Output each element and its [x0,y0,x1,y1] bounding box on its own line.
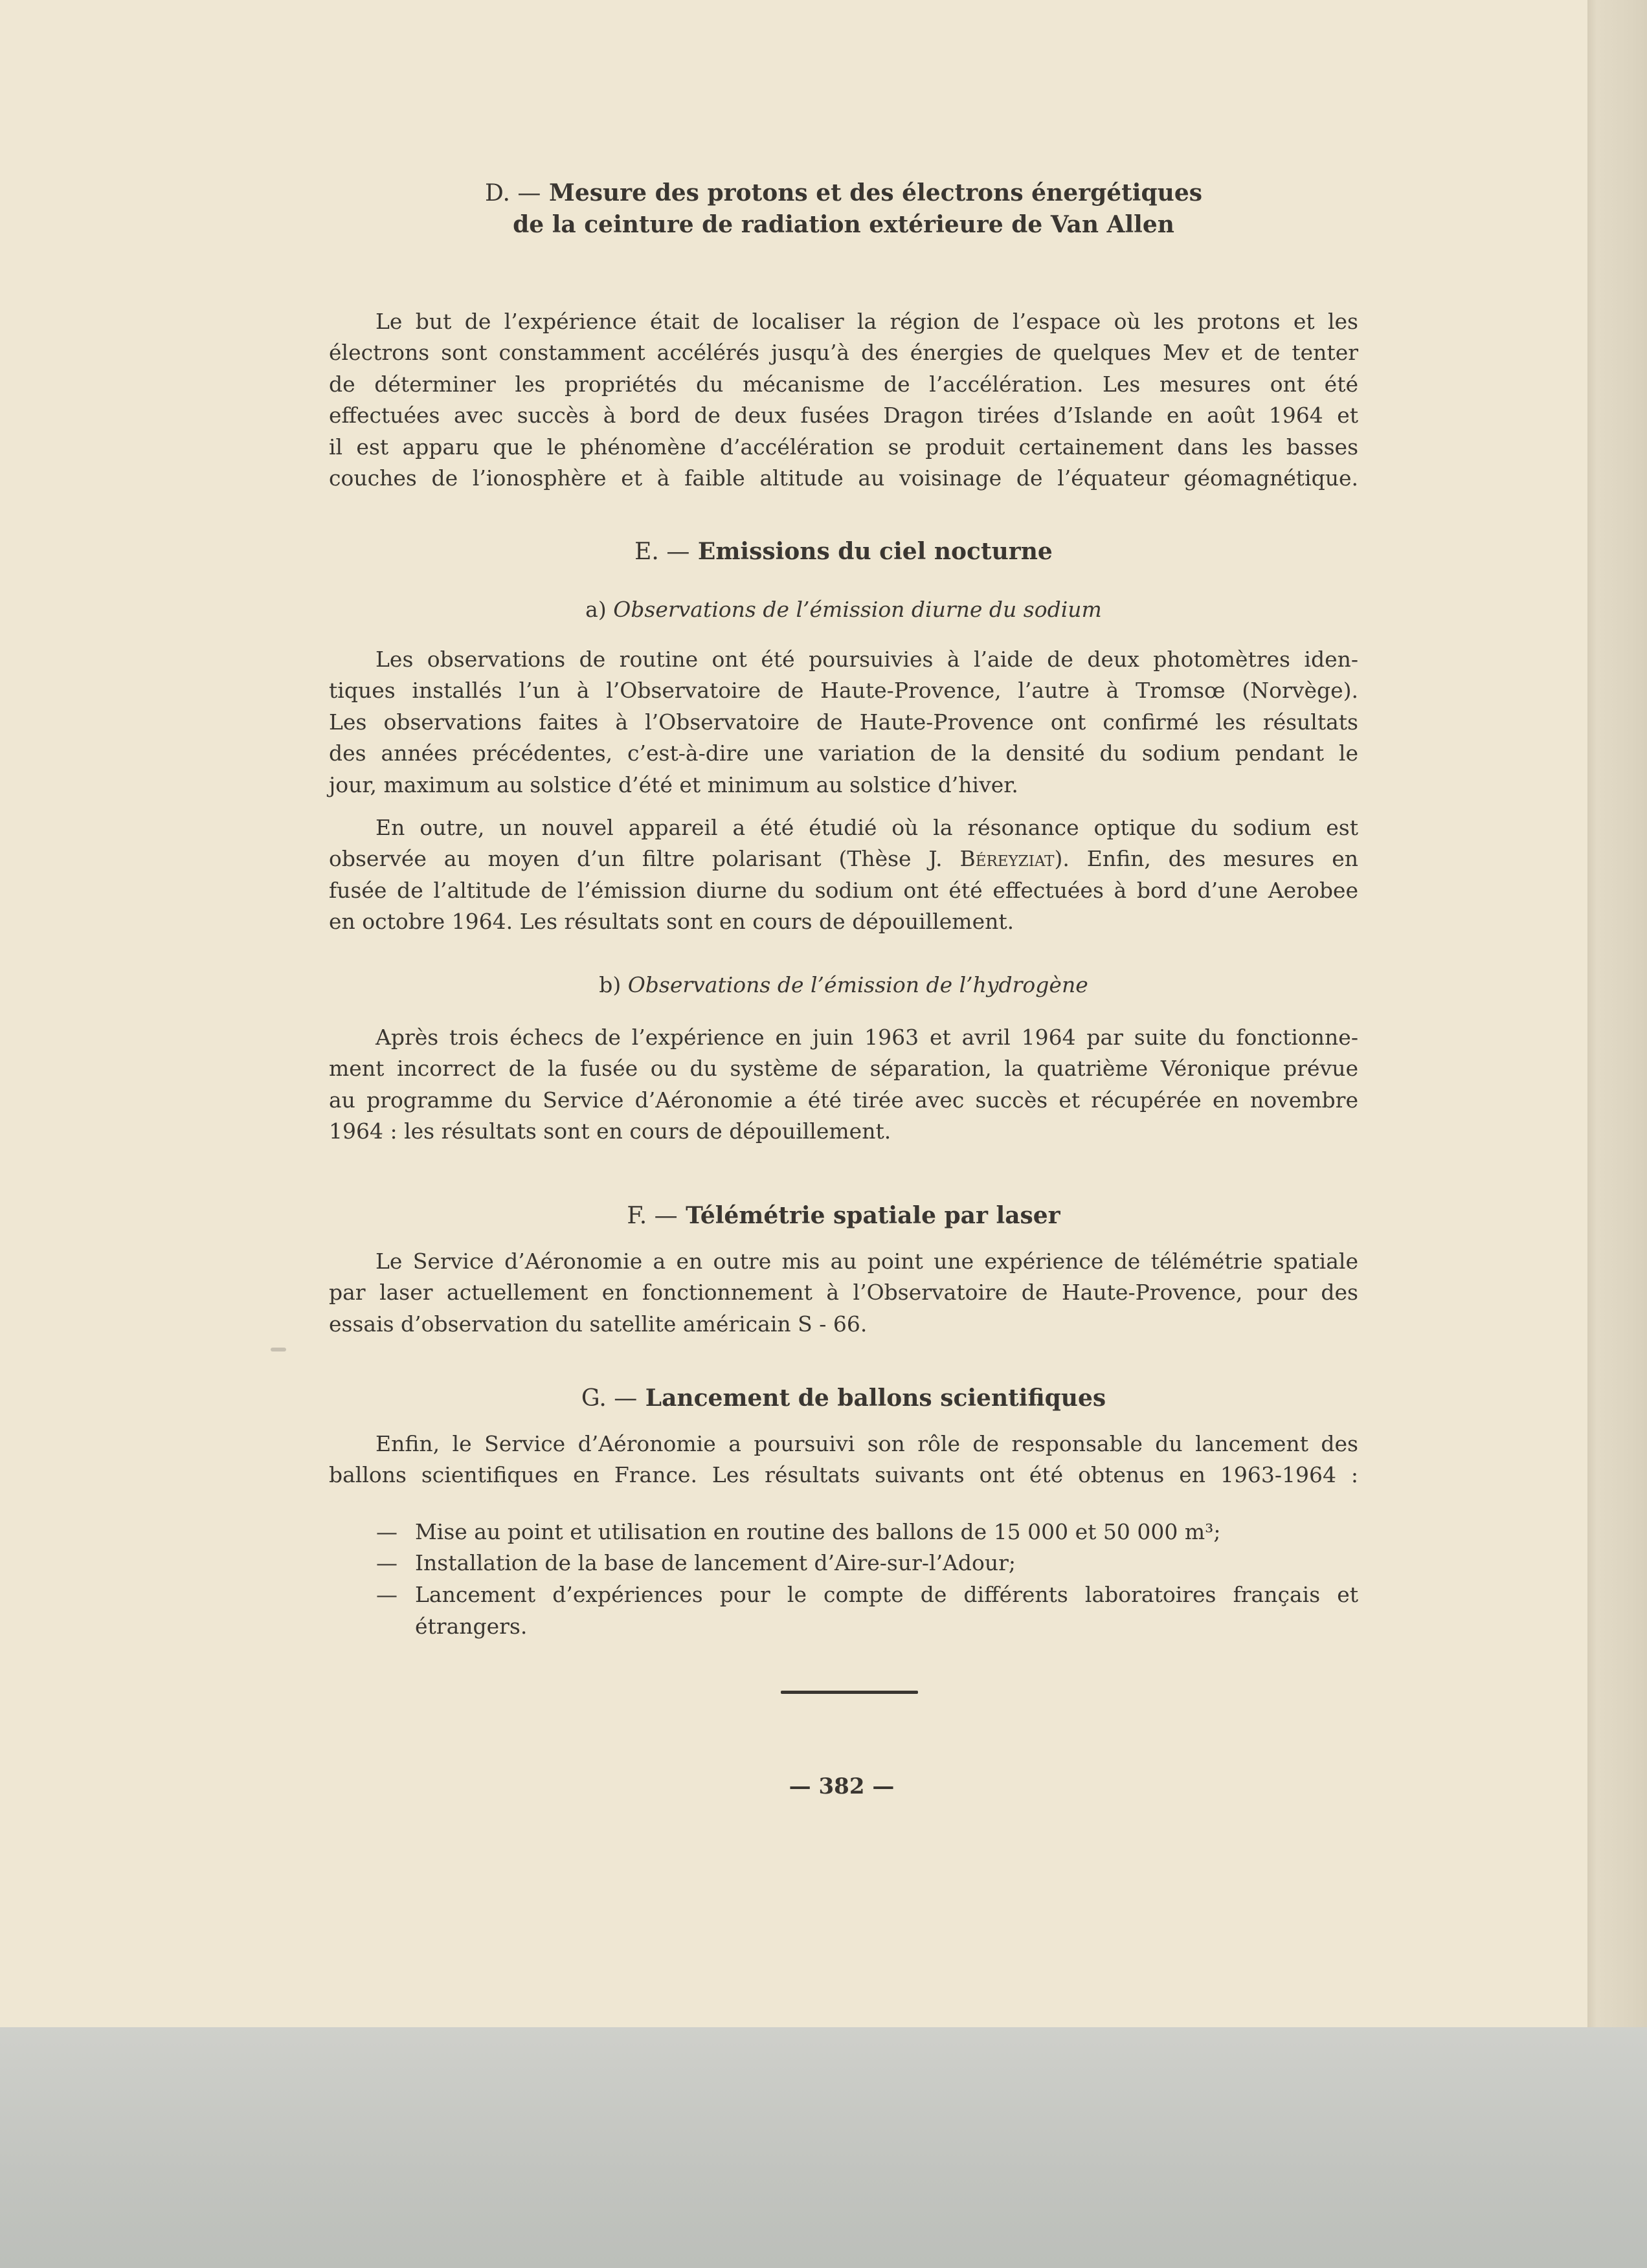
ink-smudge [271,1348,286,1351]
section-d-paragraph-line: électrons sont constamment accélérés jusqu’à des énergies de quelques Mev et de tenter [329,340,1358,365]
section-d-paragraph-line: couches de l’ionosphère et à faible altitude au voisinage de l’équateur géomagnétique. [329,465,1358,491]
list-item [377,1582,1358,1608]
section-f-title: Télémétrie spatiale par laser [686,1202,1060,1229]
subsection-b-heading [329,972,1358,998]
list-item-continuation: étrangers. [415,1614,528,1639]
section-f-paragraph-line: essais d’observation du satellite américain S - 66. [329,1311,868,1337]
section-d-paragraph-line: Le but de l’expérience était de localiser la région de l’espace où les protons et les [375,309,1358,334]
section-d-paragraph-line: effectuées avec succès à bord de deux fusées Dragon tirées d’Islande en août 1964 et [329,403,1358,428]
page-number: — 382 — [789,1773,895,1799]
section-d-label: D. — [484,180,541,206]
subsection-a-paragraph1-line: des années précédentes, c’est-à-dire une variation de la densité du sodium pendant le [329,740,1358,766]
subsection-a-paragraph1-line: Les observations faites à l’Observatoire de Haute-Provence ont confirmé les résultats [329,709,1358,735]
section-g-heading [329,1385,1358,1411]
list-dash: — [376,1519,398,1544]
author-name: Béreyziat [959,846,1055,871]
section-f-paragraph-line: Le Service d’Aéronomie a en outre mis au point une expérience de télémétrie spatiale [375,1249,1358,1274]
section-d-paragraph-line: de déterminer les propriétés du mécanisme de l’accélération. Les mesures ont été [329,372,1358,397]
list-item [377,1519,1358,1545]
section-g-paragraph-line: Enfin, le Service d’Aéronomie a poursuivi son rôle de responsable du lancement des [375,1431,1358,1456]
section-g-title: Lancement de ballons scientifiques [645,1384,1106,1412]
subsection-a-paragraph2-line: En outre, un nouvel appareil a été étudié où la résonance optique du sodium est [375,815,1358,840]
section-d-paragraph-line: il est apparu que le phénomène d’accélération se produit certainement dans les basses [329,434,1358,460]
paragraph2-line2-end: ). Enfin, des mesures en [1054,846,1358,871]
section-f-heading [329,1203,1358,1228]
scanner-background [0,2027,1647,2268]
section-d-heading-line1 [329,180,1358,206]
list-dash: — [376,1550,398,1575]
binding-shadow [1587,0,1647,2027]
subsection-a-paragraph1-line: jour, maximum au solstice d’été et minimum au solstice d’hiver. [329,772,1018,797]
section-e-title: Emissions du ciel nocturne [697,538,1053,565]
subsection-a-paragraph1-line: Les observations de routine ont été poursuivies à l’aide de deux photomètres iden- [375,647,1358,672]
section-d-title-line1: Mesure des protons et des électrons énergétiques [548,179,1203,206]
subsection-b-paragraph-line: au programme du Service d’Aéronomie a été tirée avec succès et récupérée en novembre [329,1087,1358,1113]
list-item-text: Lancement d’expériences pour le compte de différents laboratoires français et [415,1582,1358,1607]
subsection-a-heading [329,597,1358,623]
section-f-label: F. — [627,1203,678,1229]
subsection-a-title: Observations de l’émission diurne du sodium [613,597,1102,622]
list-item-text: Installation de la base de lancement d’Aire-sur-l’Adour; [415,1550,1016,1575]
section-d-heading-line2: de la ceinture de radiation extérieure de Van Allen [513,211,1174,238]
closing-rule [781,1691,918,1694]
subsection-b-paragraph-line: ment incorrect de la fusée ou du système de séparation, la quatrième Véronique prévue [329,1056,1358,1081]
list-item-text: Mise au point et utilisation en routine des ballons de 15 000 et 50 000 m³; [415,1519,1221,1544]
subsection-b-paragraph-line: Après trois échecs de l’expérience en juin 1963 et avril 1964 par suite du fonctionne- [375,1025,1358,1050]
paragraph2-line2-start: observée au moyen d’un filtre polarisant (Thèse J. [329,846,960,871]
subsection-b-label: b) [599,972,622,997]
subsection-a-label: a) [585,597,607,622]
subsection-a-paragraph2-line: en octobre 1964. Les résultats sont en cours de dépouillement. [329,909,1014,934]
section-g-paragraph-line: ballons scientifiques en France. Les résultats suivants ont été obtenus en 1963-1964 : [329,1462,1358,1487]
section-f-paragraph-line: par laser actuellement en fonctionnement à l’Observatoire de Haute-Provence, pour des [329,1280,1358,1305]
section-g-label: G. — [581,1385,638,1412]
section-e-label: E. — [634,539,690,565]
subsection-b-title: Observations de l’émission de l’hydrogène [627,972,1088,997]
subsection-a-paragraph1-line: tiques installés l’un à l’Observatoire de Haute-Provence, l’autre à Tromsœ (Norvège). [329,678,1358,703]
subsection-b-paragraph-line: 1964 : les résultats sont en cours de dépouillement. [329,1118,891,1144]
list-item [377,1550,1358,1576]
subsection-a-paragraph2-line [329,846,1358,872]
section-e-heading [329,539,1358,564]
subsection-a-paragraph2-line: fusée de l’altitude de l’émission diurne du sodium ont été effectuées à bord d’une Aerobee [329,878,1358,903]
list-dash: — [376,1582,398,1607]
